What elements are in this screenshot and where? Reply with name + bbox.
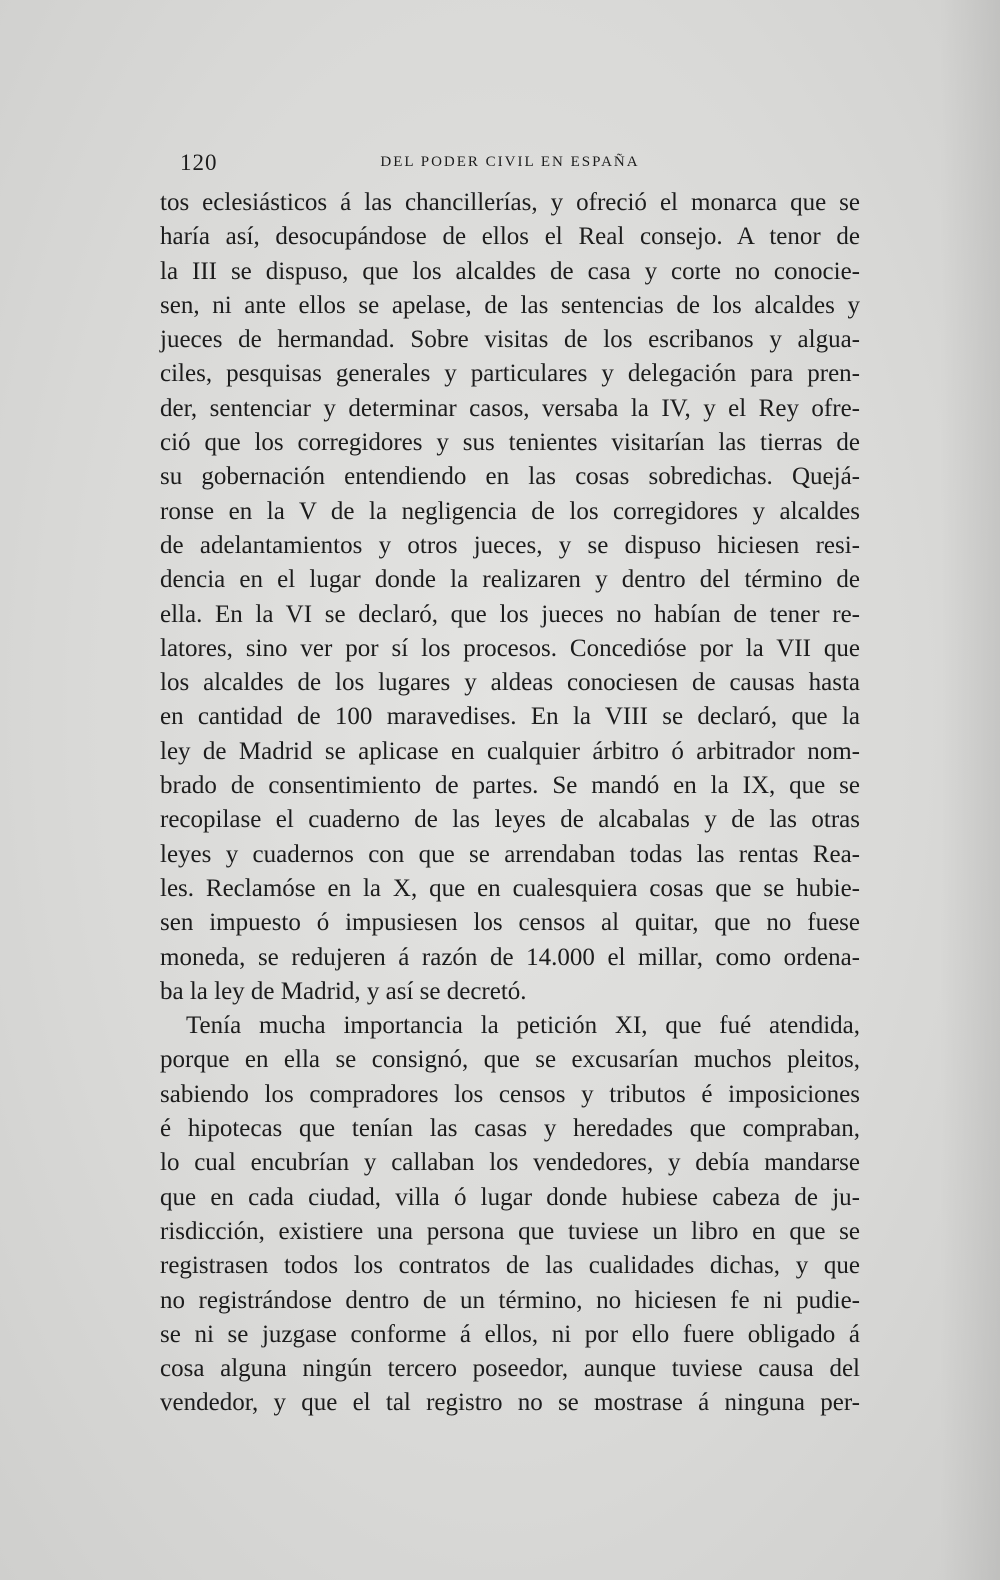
running-title: DEL PODER CIVIL EN ESPAÑA [380, 154, 640, 170]
body-text [160, 186, 860, 1421]
text-line: cosa alguna ningún tercero poseedor, aunque tuviese causa del [160, 1355, 860, 1383]
text-line: recopilase el cuaderno de las leyes de alcabalas y de las otras [160, 806, 860, 834]
paragraph-end-line: ba la ley de Madrid, y así se decretó. [160, 977, 527, 1005]
paragraph-start-line: Tenía mucha importancia la petición XI, que fué atendida, [186, 1012, 860, 1040]
text-line: se ni se juzgase conforme á ellos, ni por ello fuere obligado á [160, 1320, 860, 1348]
text-line: tos eclesiásticos á las chancillerías, y ofreció el monarca que se [160, 189, 860, 216]
page-edge-shadow [940, 0, 1000, 1580]
text-line: porque en ella se consignó, que se excusarían muchos pleitos, [160, 1046, 860, 1074]
text-line: sabiendo los compradores los censos y tributos é imposiciones [160, 1080, 860, 1108]
text-line: que en cada ciudad, villa ó lugar donde hubiese cabeza de ju- [160, 1183, 860, 1211]
text-line: dencia en el lugar donde la realizaren y dentro del término de [160, 566, 860, 594]
text-line: registrasen todos los contratos de las cualidades dichas, y que [160, 1252, 860, 1280]
text-line: vendedor, y que el tal registro no se mostrase á ninguna per- [160, 1389, 860, 1417]
text-line: risdicción, existiere una persona que tuviese un libro en que se [160, 1217, 860, 1245]
text-line: de adelantamientos y otros jueces, y se dispuso hiciesen resi- [160, 531, 860, 559]
text-line: moneda, se redujeren á razón de 14.000 el millar, como ordena- [160, 943, 860, 971]
text-line: no registrándose dentro de un término, no hiciesen fe ni pudie- [160, 1286, 860, 1314]
text-line: leyes y cuadernos con que se arrendaban todas las rentas Rea- [160, 840, 860, 868]
text-line: su gobernación entendiendo en las cosas sobredichas. Quejá- [160, 463, 860, 491]
text-line: sen, ni ante ellos se apelase, de las sentencias de los alcaldes y [160, 291, 860, 319]
text-line: é hipotecas que tenían las casas y heredades que compraban, [160, 1115, 860, 1143]
text-line: ronse en la V de la negligencia de los corregidores y alcaldes [160, 497, 860, 525]
text-line: la III se dispuso, que los alcaldes de casa y corte no conocie- [160, 257, 860, 285]
text-line: ció que los corregidores y sus tenientes visitarían las tierras de [160, 429, 860, 457]
text-line: jueces de hermandad. Sobre visitas de los escribanos y algua- [160, 326, 860, 354]
text-line: les. Reclamóse en la X, que en cualesquiera cosas que se hubie- [160, 874, 860, 902]
page-header [160, 150, 860, 180]
text-line: latores, sino ver por sí los procesos. Concedióse por la VII que [160, 634, 860, 662]
text-line: haría así, desocupándose de ellos el Real consejo. A tenor de [160, 223, 860, 251]
text-line: en cantidad de 100 maravedises. En la VIII se declaró, que la [160, 703, 860, 731]
text-line: brado de consentimiento de partes. Se mandó en la IX, que se [160, 772, 860, 800]
text-line: ciles, pesquisas generales y particulares y delegación para pren- [160, 360, 860, 388]
page-number: 120 [180, 150, 218, 175]
text-line: ella. En la VI se declaró, que los jueces no habían de tener re- [160, 600, 860, 628]
text-line: sen impuesto ó impusiesen los censos al quitar, que no fuese [160, 909, 860, 937]
text-line: der, sentenciar y determinar casos, versaba la IV, y el Rey ofre- [160, 394, 860, 422]
text-line: los alcaldes de los lugares y aldeas conociesen de causas hasta [160, 669, 860, 697]
text-line: ley de Madrid se aplicase en cualquier árbitro ó arbitrador nom- [160, 737, 860, 765]
text-line: lo cual encubrían y callaban los vendedores, y debía mandarse [160, 1149, 860, 1177]
